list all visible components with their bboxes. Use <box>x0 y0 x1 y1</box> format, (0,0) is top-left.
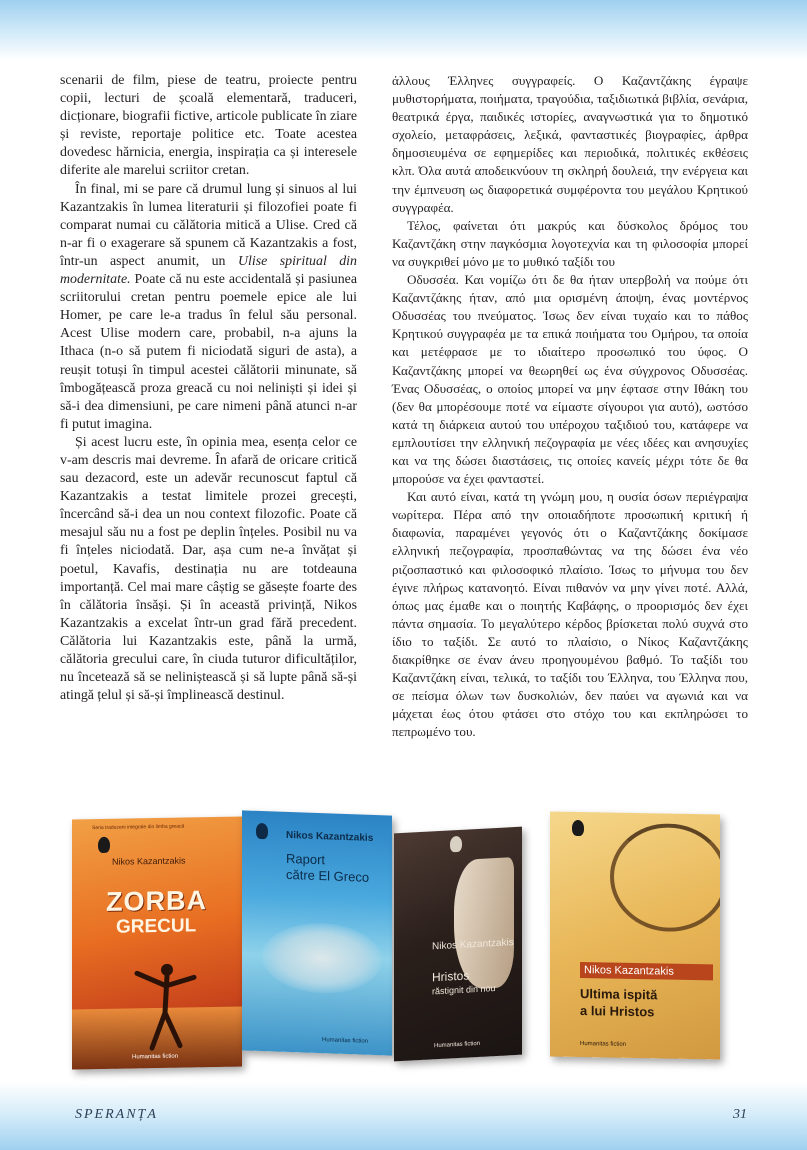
right-column <box>392 72 748 741</box>
island-illustration <box>262 921 382 995</box>
book-series-label: Seria traducerii integrale din limba greacă <box>92 823 185 832</box>
book-title: Hristos <box>432 968 470 985</box>
right-paragraph-1: άλλους Έλληνες συγγραφείς. Ο Καζαντζάκης έγραψε μυθιστορήματα, ποιήματα, τραγούδια, ταξιδιωτικά βιβλία, σενάρια, θεατρικά έργα, παιδικές ιστορίες, αναγνωστικά για το δημοτικό σχολείο, μεταφράσεις, λεξικά, φανταστικές βιογραφίες, άρθρα δημοσιευμένα σε εφημερίδες και περιοδικά, πολιτικές εκθέσεις κλπ. Όλα αυτά αποδεικνύουν τη σκληρή δουλειά, την ενέργεια και την έμπνευση ως διαφορετικά συμφέροντα του μεγάλου Κρητικού συγγραφέα. <box>392 73 748 215</box>
book-covers <box>72 808 772 1068</box>
publisher-logo-icon <box>256 823 268 839</box>
book-author: Nikos Kazantzakis <box>112 855 186 867</box>
book-author: Nikos Kazantzakis <box>580 962 713 980</box>
header-band <box>0 0 807 60</box>
book-publisher: Humanitas fiction <box>322 1037 369 1045</box>
book-title-line-2: către El Greco <box>286 866 370 885</box>
left-paragraph-2-part-a: În final, mi se pare că drumul lung și sinuos al lui Kazantzakis în lumea literaturii și filozofiei poate fi comparat numai cu călătoria mitică a Ulise. Cred că n-ar fi o exagerare să spunem că Kazantzakis a fost, într-un aspect anumit, un <box>60 181 357 269</box>
left-paragraph-3: Și acest lucru este, în opinia mea, esența celor ce v-am descris mai devreme. În afară de oricare critică sau dezacord, este un adevăr recunoscut faptul că Kazantzakis a testat limitele prozei grecești, încercând să-i dea un nou context filozofic. Poate că mesajul său nu a fost pe deplin înțeles. Posibil nu va fi înțeles niciodată. Dar, așa cum ne-a învățat și poetul, Kavafis, destinația nu are totdeauna importanță. Cel mai mare câștig se găsește foarte des în călătoria însăși. Și în această privință, Nikos Kazantzakis a excelat într-un grad fără precedent. Călătoria lui Kazantzakis este, până la urmă, călătoria grecului care, în ciuda tuturor dificultăților, nu încetează să se neliniștească și să lupte până să-și atingă țelul și să-și împlinească destinul. <box>60 434 357 704</box>
book-cover-hristos <box>394 827 522 1062</box>
left-column <box>60 72 357 705</box>
left-paragraph-2-italic: Ulise spiritual din modernitate. <box>60 253 357 288</box>
magazine-name: SPERANȚA <box>75 1107 158 1122</box>
book-title-line-2: GRECUL <box>116 915 197 938</box>
left-paragraph-2-part-b: Poate că nu este accidentală și pasiunea scriitorului cretan pentru poemele epice ale lui Homer, pe care le-a tradus în felul său personal. Acest Ulise modern care, probabil, n-a ajuns la Ithaca (n-o să putem fi niciodată siguri de asta), a reușit totuși în timpul acestei călătorii minunate, să îmbogățească proza greacă cu noi neliniști și idei și să-i dea dimensiuni, pe care nimeni până atunci n-ar fi putut imagina. <box>60 272 357 432</box>
left-paragraph-1: scenarii de film, piese de teatru, proiecte pentru copii, lecturi de școală elementară, traduceri, dicționare, biografii fictive, articole publicate în ziare și reviste, reportaje politice etc. Toate acestea dovedesc hărnicia, energia, inspirația ca și interesele diferite ale marelui scriitor cretan. <box>60 73 357 179</box>
book-publisher: Humanitas fiction <box>580 1041 627 1048</box>
book-author: Nikos Kazantzakis <box>432 937 514 953</box>
right-paragraph-4: Και αυτό είναι, κατά τη γνώμη μου, η ουσία όσων περιέγραψα νωρίτερα. Πέρα από την οποιαδήποτε προσωπική κριτική ή διαφωνία, παραμένει γεγονός ότι ο Καζαντζάκης δοκίμασε ελληνική πεζογραφία, προσπαθώντας να της δώσει ένα νέο ριζοσπαστικό και φιλοσοφικό πλαίσιο. Ίσως το μήνυμα του δεν έγινε πλήρως κατανοητό. Είναι πιθανόν να μην γίνει ποτέ. Αλλά, όπως μας έμαθε και ο ποιητής Καβάφης, ο προορισμός δεν έχει πάντα σημασία. Το μεγαλύτερο κέρδος βρίσκεται πολύ συχνά στο ίδιο το ταξίδι. Σε αυτό το πλαίσιο, ο Νίκος Καζαντζάκης διακρίθηκε σε έναν άνευ προηγουμένου βαθμό. Το ταξίδι του Καζαντζάκη είναι, τελικά, το ταξίδι του Έλληνα, του Έλληνα που, σε πείσμα όλων των δυσκολιών, δεν παύει να αγωνιά και να μάχεται έως ότου φτάσει στο στόχο του και εκπληρώσει το πεπρωμένο του. <box>392 489 748 740</box>
page-number: 31 <box>733 1107 747 1122</box>
publisher-logo-icon <box>98 837 110 853</box>
crown-of-thorns-icon <box>610 823 720 933</box>
book-cover-raport <box>242 810 392 1055</box>
book-publisher: Humanitas fiction <box>132 1053 179 1061</box>
book-publisher: Humanitas fiction <box>434 1040 481 1050</box>
book-author: Nikos Kazantzakis <box>286 829 374 844</box>
right-paragraph-2: Τέλος, φαίνεται ότι μακρύς και δύσκολος δρόμος του Καζαντζάκη στην παγκόσμια λογοτεχνία και τη φιλοσοφία μπορεί να συγκριθεί μόνο με το μυθικό ταξίδι του <box>392 217 748 269</box>
left-paragraph-2 <box>60 181 357 434</box>
dancer-silhouette-icon <box>132 957 202 1058</box>
book-cover-zorba <box>72 817 242 1070</box>
publisher-logo-icon <box>572 820 584 836</box>
right-paragraph-3: Οδυσσέα. Και νομίζω ότι δε θα ήταν υπερβολή να πούμε ότι Καζαντζάκης ήταν, από μια ορισμένη άποψη, ένας μοντέρνος Οδυσσέας του πνεύματος. Ίσως δεν είναι τυχαίο και το πάθος Κρητικού συγγραφέα με τα επικά ποιήματα του Ομήρου, τα οποία και μετέφρασε με το ιδιαίτερο προσωπικό του ύφος. Ο Καζαντζάκης μπορεί να θεωρηθεί ως ένα σύγχρονος Οδυσσέας. Ένας Οδυσσέας, ο οποίος μπορεί να μην έφτασε στην Ιθάκη του (δεν θα μπορέσουμε ποτέ να είμαστε σίγουροι για αυτό), ωστόσο κατά τη διάρκεια αυτού του υπέροχου ταξιδιού του, κατάφερε να εμπλουτίσει την ελληνική πεζογραφία με νέες ιδέες και ανησυχίες και να της δώσει διαστάσεις, τις οποίες κανείς μέχρι τότε δε θα μπορούσε να έχει φανταστεί. <box>392 272 748 487</box>
book-title: Ultima ispită <box>580 986 658 1003</box>
book-title-line-2: a lui Hristos <box>580 1003 655 1020</box>
book-title: ZORBA <box>106 885 207 917</box>
book-title-line-2: răstignit din nou <box>432 983 496 997</box>
publisher-logo-icon <box>450 836 462 853</box>
book-title: Raport <box>286 850 326 868</box>
book-cover-ultima-ispita <box>550 812 720 1060</box>
